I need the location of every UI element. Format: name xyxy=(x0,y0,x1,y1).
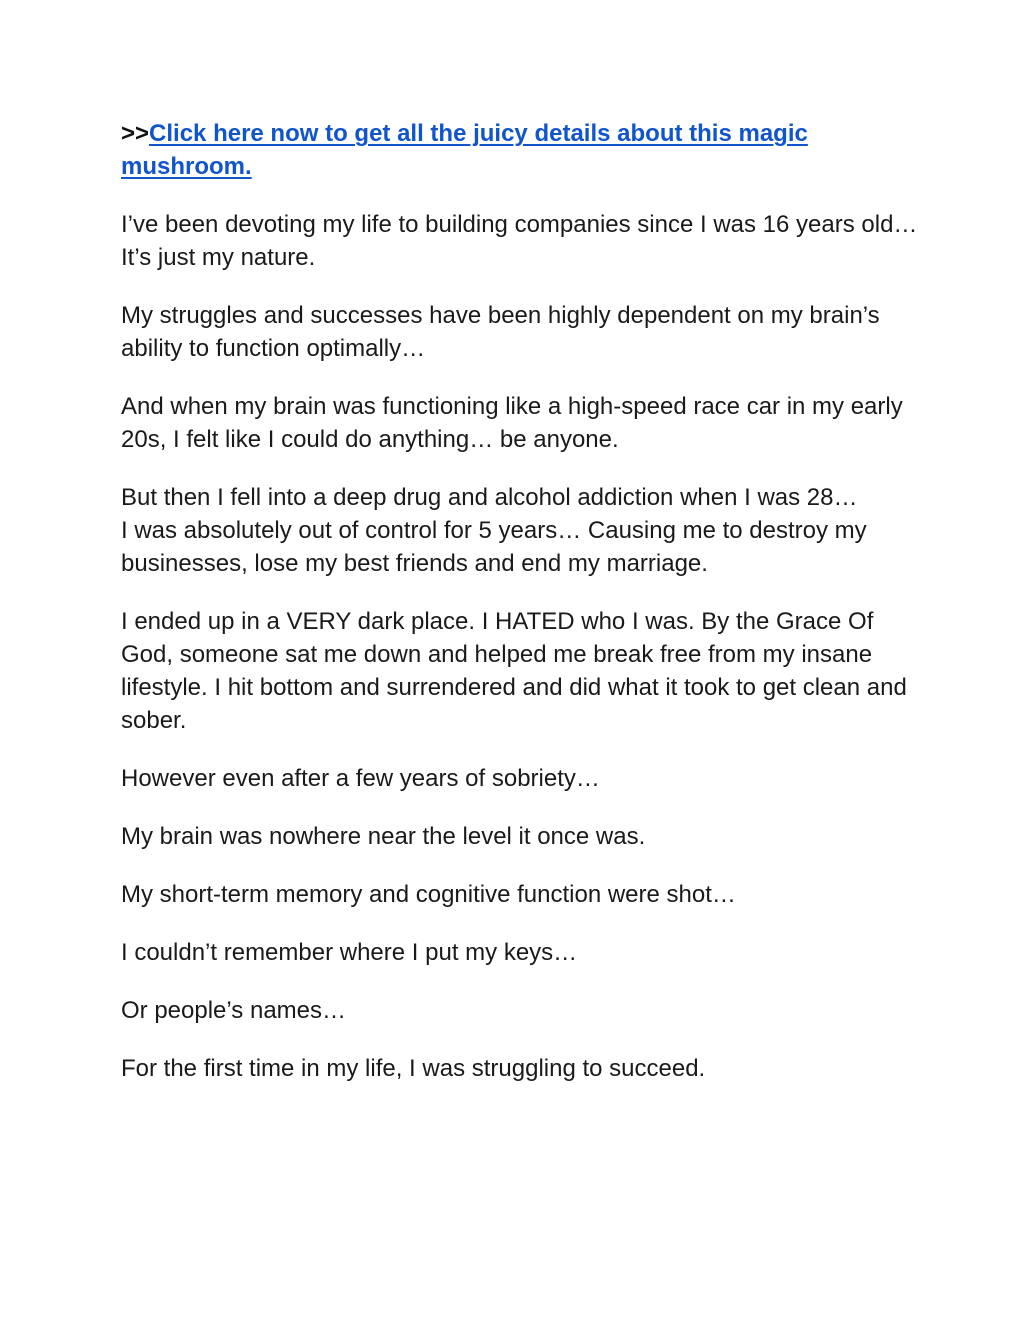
lead-prefix: >> xyxy=(121,120,150,147)
paragraph-brain-level: My brain was nowhere near the level it once was. xyxy=(121,823,646,850)
paragraph-struggling: For the first time in my life, I was struggling to succeed. xyxy=(121,1055,706,1082)
document-page xyxy=(121,117,921,1110)
paragraph-dark-place: I ended up in a VERY dark place. I HATED who I was. By the Grace Of God, someone sat me down and helped me break free from my insane lifestyle. I hit bottom and surrendered and did what it took to get clean and sober. xyxy=(121,608,907,734)
magic-mushroom-link[interactable]: Click here now to get all the juicy details about this magic mushroom. xyxy=(121,120,808,180)
paragraph-sobriety: However even after a few years of sobriety… xyxy=(121,765,600,792)
paragraph-intro: I’ve been devoting my life to building companies since I was 16 years old… It’s just my nature. xyxy=(121,211,918,271)
paragraph-keys: I couldn’t remember where I put my keys… xyxy=(121,939,578,966)
paragraph-names: Or people’s names… xyxy=(121,997,346,1024)
paragraph-addiction: But then I fell into a deep drug and alcohol addiction when I was 28… I was absolutely out of control for 5 years… Causing me to destroy my businesses, lose my best friends and end my marriage. xyxy=(121,484,867,577)
lead-line xyxy=(121,117,921,183)
paragraph-struggles: My struggles and successes have been highly dependent on my brain’s ability to function optimally… xyxy=(121,302,880,362)
paragraph-memory: My short-term memory and cognitive function were shot… xyxy=(121,881,736,908)
paragraph-race-car: And when my brain was functioning like a high-speed race car in my early 20s, I felt like I could do anything… be anyone. xyxy=(121,393,903,453)
